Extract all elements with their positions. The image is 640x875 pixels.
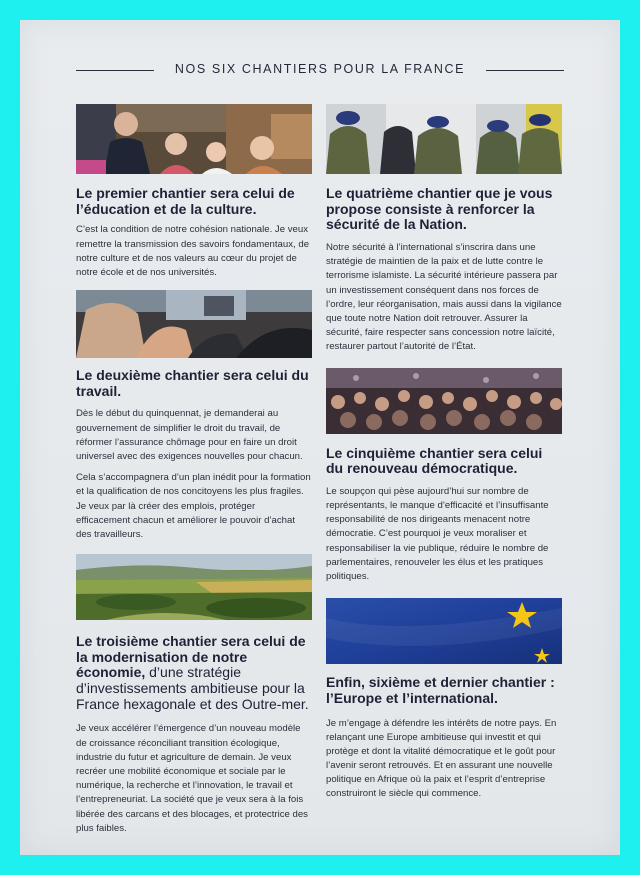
section-4-paragraph: Notre sécurité à l’international s’inscrira dans une stratégie de maintien de la paix et de lutte contre le terrorisme islamiste. La sécurité intérieure passera par un investissement conséquent dans nos forces de l’ordre, leur réorganisation, mais aussi dans la vigilance que toute notre Nation doit retrouver. Assurer la sécurité, faire respecter sans concession notre laïcité, restaurer partout l’autorité de l’État. xyxy=(326,242,562,353)
page-header xyxy=(20,62,620,76)
section-3-heading-rest: d’une stratégie d’investissements ambitieuse pour la France hexagonale et des Outre-mer. xyxy=(76,664,309,712)
section-1-paragraph: C’est la condition de notre cohésion nationale. Je veux remettre la transmission des savoirs fondamentaux, de notre culture et de nos valeurs au cœur du projet de notre école et de nos universités. xyxy=(76,224,310,278)
section-3-heading xyxy=(76,634,312,712)
section-2-paragraph-1: Dès le début du quinquennat, je demanderai au gouvernement de simplifier le droit du travail, de réformer l’assurance chômage pour en faire un droit universel avec des exigences nouvelles pour chacun. xyxy=(76,408,303,462)
section-1-body xyxy=(76,223,312,280)
section-5-heading: Le cinquième chantier sera celui du renouveau démocratique. xyxy=(326,444,543,477)
section-6-body xyxy=(326,717,562,802)
section-2-paragraph-2: Cela s’accompagnera d’un plan inédit pour la formation et la qualification de nos concitoyens les plus fragiles. Je veux par là créer des emplois, protéger efficacement chacun et améliorer le pouvoir d’achat des travailleurs. xyxy=(76,472,311,540)
section-1-heading: Le premier chantier sera celui de l’éducation et de la culture. xyxy=(76,185,295,217)
section-3-paragraph: Je veux accélérer l’émergence d’un nouveau modèle de croissance réconciliant transition écologique, industrie du futur et agriculture de demain. Je veux recréer une mobilité économique et sociale par le numérique, la recherche et l’innovation, le travail et l’entrepreneuriat. La société que je veux sera à la fois libérée des carcans et des blocages, et protectrice des plus faibles. xyxy=(76,723,308,834)
photo-education xyxy=(76,104,312,174)
section-5-paragraph: Le soupçon qui pèse aujourd’hui sur nombre de représentants, le manque d’efficacité et l’insuffisante responsabilité de nos dirigeants menacent notre démocratie. C’est pourquoi je veux moraliser et responsabiliser la vie publique, réduire le nombre de parlementaires, renouveler les élus et les pratiques politiques. xyxy=(326,485,549,582)
section-6-heading: Enfin, sixième et dernier chantier : l’Europe et l’international. xyxy=(326,674,555,706)
leaflet-page xyxy=(20,20,620,855)
photo-eu-flag xyxy=(326,598,562,664)
left-column xyxy=(76,104,312,836)
section-3-body xyxy=(76,722,312,836)
right-column xyxy=(326,104,562,802)
section-3-heading-bold: Le troisième chantier sera celui de la modernisation de notre économie, xyxy=(76,633,306,681)
header-rule-left xyxy=(76,70,154,71)
page-title: NOS SIX CHANTIERS POUR LA FRANCE xyxy=(174,62,466,76)
photo-work xyxy=(76,290,312,358)
photo-landscape xyxy=(76,554,312,620)
section-4-heading: Le quatrième chantier que je vous propose consiste à renforcer la sécurité de la Nation. xyxy=(326,185,553,233)
section-5-body xyxy=(326,485,562,584)
section-2-body xyxy=(76,407,312,542)
photo-crowd xyxy=(326,368,562,434)
photo-security xyxy=(326,104,562,174)
header-rule-right xyxy=(486,70,564,71)
section-4-body xyxy=(326,241,562,355)
section-6-paragraph: Je m’engage à défendre les intérêts de notre pays. En relançant une Europe ambitieuse qui investit et qui protège et dont la vitalité démocratique et le goût pour l’avenir seront retrouvés. Et en assurant une nouvelle politique en Afrique où la paix et l’esprit d’entreprise construiront le siècle qui commence. xyxy=(326,717,557,800)
section-2-heading: Le deuxième chantier sera celui du travail. xyxy=(76,367,309,399)
